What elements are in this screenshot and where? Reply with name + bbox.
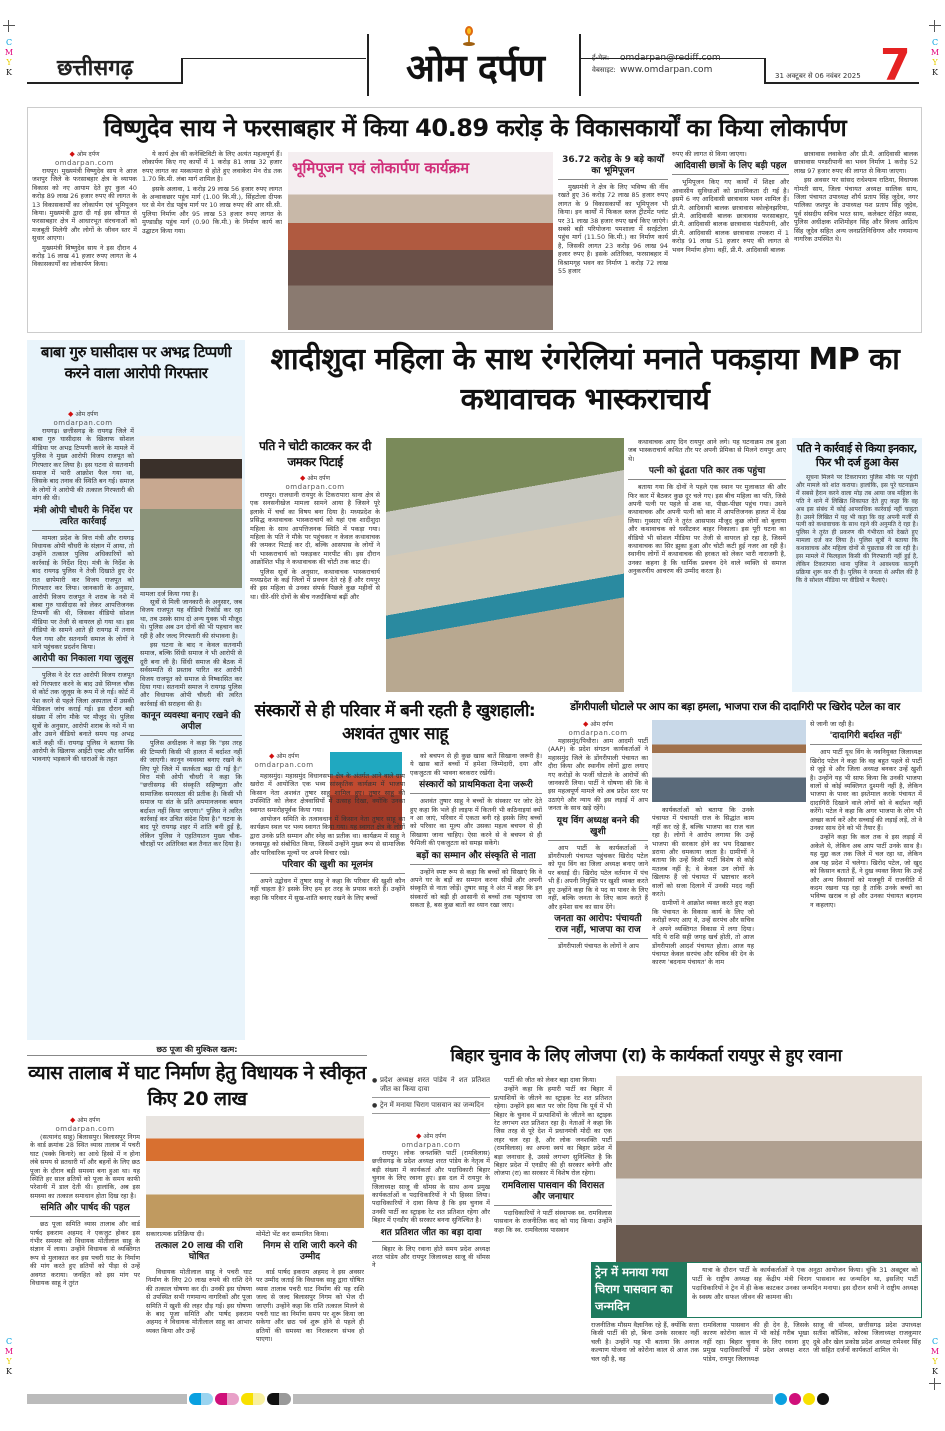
sidebar-text: सूचना मिलने पर टिकरापारा पुलिस मौके पर पहुंची और मामले को शांत कराया। हालांकि, इस पूरे घटनाक्रम में सबसे हैरान करने वाला मोड़ तब आया जब महिला के पति ने थाने में लिखित शिकायत देते हुए कहा कि वह अब इस संबंध में कोई आपराधिक कार्रवाई नहीं चाहता है। उसने लिखित में यह भी कहा कि वह अपनी मर्जी से पत्नी को कथावाचक के साथ रहने की अनुमति दे रहा है। पुलिस ने तुरंत ही प्रकरण की गंभीरता को देखते हुए मामला दर्ज कर लिया है। पुलिस सूत्रों ने बताया कि कथावाचक और महिला दोनों से पूछताछ की जा रही है। इस मामले में फिलहाल किसी की गिरफ्तारी नहीं हुई है, लेकिन टिकरापारा थाना पुलिस ने आवश्यक कानूनी प्रक्रिया शुरू कर दी है। पुलिस ने जनता से अपील की है कि वे सोशल मीडिया पर वीडियो न फैलाएं। [796, 474, 918, 584]
cmyk-y: Y [6, 1357, 12, 1366]
article-column: ◆ ओम दर्पण omdarpan.com रायगढ़। छत्तीसगढ़ के रायगढ़ जिले में बाबा गुरु घासीदास के खिलाफ सोशल मीडिया पर अभद्र टिप्पणी करने के मामले में पुलिस ने मुख्य आरोपी विजय राजपूत को गिरफ्तार कर लिया है। इस घटना से सतनामी समाज में भारी आक्रोश फैल गया था, जिसके बाद तनाव की स्थिति बन गई। समाज के लोगों ने आरोपी की तत्काल गिरफ्तारी की मांग की थी। मंत्री ओपी चौधरी के निर्देश पर त्वरित कार्रवाई मामला प्रदेश के वित्त मंत्री और रायगढ़ विधायक ओपी चौधरी के संज्ञान में आया, तो उन्होंने तत्काल पुलिस अधिकारियों को कार्रवाई के निर्देश दिए। मंत्री के निर्देश के बाद रायगढ़ पुलिस ने तेजी दिखाते हुए देर रात छापेमारी कर विजय राजपूत को गिरफ्तार कर लिया। जानकारी के अनुसार, आरोपी विजय राजपूत ने शराब के नशे में बाबा गुरु घासीदास को लेकर आपत्तिजनक टिप्पणी की थी, जिसका वीडियो सोशल मीडिया पर तेजी से वायरल हो गया था। इस वीडियो के सामने आते ही रायगढ़ में तनाव फैल गया और सतनामी समाज के लोगों ने थाने पहुंचकर प्रदर्शन किया। आरोपी का निकाला गया जुलूस पुलिस ने देर रात आरोपी विजय राजपूत को गिरफ्तार करने के बाद उसे सिग्नल चौक से कोर्ट तक जुलूस के रूप में ले गई। कोर्ट में पेश करने से पहले जिला अस्पताल में उसकी मेडिकल जांच कराई गई। इस दौरान बड़ी संख्या में लोग मौके पर मौजूद थे। पुलिस सूत्रों के अनुसार, आरोपी शराब के नशे में था और उसने वीडियो बनाते समय यह अभद्र बातें कही थीं। रायगढ़ पुलिस ने बताया कि आरोपी के खिलाफ आईटी एक्ट और धार्मिक भावनाएं भड़काने की धाराओं के तहत [32, 410, 134, 764]
article-column: ◆ ओम दर्पण omdarpan.com रायपुर। लोक जनशक्ति पार्टी (रामविलास) छत्तीसगढ़ के प्रदेश अध्यक्ष शरत पांडेय के नेतृत्व में बड़ी संख्या में कार्यकर्ता और पदाधिकारी बिहार चुनाव के लिए रवाना हुए। इस दल में रायपुर के जिलाध्यक्ष साजू वी थॉमस के साथ अन्य प्रमुख कार्यकर्ताओं व पदाधिकारियों ने भी हिस्सा लिया। पदाधिकारियों ने दावा किया है कि इस चुनाव में उनकी पार्टी का स्ट्राइक रेट शत प्रतिशत रहेगा और बिहार में एनडीए की सरकार बनना सुनिश्चित है। शत प्रतिशत जीत का बड़ा दावा बिहार के लिए रवाना होते समय प्रदेश अध्यक्ष शरत पांडेय और रायपुर जिलाध्यक्ष साजू वी थॉमस ने [372, 1132, 490, 1270]
article-column: को बचपन से ही कुछ खास बातें सिखाना जरूरी है। ये खास बातें बच्चों में हमेशा जिम्मेदारी, दया और एकजुटता की भावना बरकरार रखेंगी। संस्कारों को प्राथमिकता देना जरूरी अशवंत तुषार साहू ने बच्चों के संस्कार पर जोर देते हुए कहा कि भले ही लाइफ में कितनी भी कठिनाइयां क्यों न आ जाएं, परिवार में एकता बनी रहे इसके लिए बच्चों को परिवार का मूल्य और उसका महत्व बचपन से ही सिखाया जाना चाहिए। ऐसा करने से वे बचपन से ही फैमिली की एकजुटता को समझ सकेंगे। बड़ों का सम्मान और संस्कृति से नाता उन्होंने स्पष्ट रूप से कहा कि बच्चों को सिखाएं कि वे अपने घर के बड़ों का सम्मान करना सीखें और अपनी संस्कृति से नाता जोड़ें। तुषार साहू ने अंत में कहा कि इन संस्कारों को बड़ी ही आसानी से बच्चों तक पहुंचाया जा सकता है, बस कुछ बातों का ध्यान रखा जाए। [410, 752, 542, 910]
article-column: ◆ ओम दर्पण omdarpan.com (सत्यानंद साहू) बिलासपुर। बिलासपुर निगम के वार्ड क्रमांक 28 स्थित व्यास तालाब में पचरी घाट (पक्के किनारे) का आधे हिस्से में न होना लंबे समय से व्रतधारी माँ और बहनों के लिए छठ पूजा के दौरान बड़ी समस्या बना हुआ था। यह स्थिति हर साल व्रतियों को पूजा के समय काफी परेशानी में डाल देती थी। हालांकि, अब इस समस्या का तत्काल समाधान होता दिख रहा है। समिति और पार्षद की पहल छठ पूजा समिति व्यास तालाब और वार्ड पार्षद इकराम अहमद ने एकजुट होकर इस गंभीर समस्या को विधायक मोतीलाल साहू के संज्ञान में लाया। उन्होंने विधायक से व्यक्तिगत रूप से मुलाकात कर इस पचरी घाट के निर्माण की मांग करते हुए व्रतियों को पीड़ा से उन्हें अवगत कराया। जनहित को इस मांग पर विधायक साहू ने तुरंत [30, 1116, 140, 1288]
event-photo [288, 152, 553, 330]
website-link[interactable]: www.omdarpan.com [620, 65, 713, 75]
subheadline: पति ने चोटी काटकर कर दी जमकर पिटाई [259, 439, 371, 469]
newspaper-title: ओम दर्पण [405, 46, 545, 90]
birthday-box-headline: ट्रेन में मनाया गया चिराग पासवान का जन्मदिन [591, 1262, 687, 1318]
cmyk-m: M [4, 48, 14, 57]
cmyk-k: K [6, 1367, 12, 1376]
subheading: रामविलास पासवान की विरासत और जनाधार [494, 1181, 612, 1206]
article-column: राजनीतिक मौसम वैज्ञानिक रहे हैं, क्योंकि सत्ता किसी पार्टी की हो, बिना उनके सरकार नहीं चली है। उन्होंने यह भी बताया कि अनाज कल्याण योजना जो कोरोना काल से आज तक चल रही है, वह [591, 1321, 699, 1363]
rule [27, 82, 182, 84]
subheading: आदिवासी छात्रों के लिए बड़ी पहल [672, 161, 789, 175]
highlight-item: ● प्रदेश अध्यक्ष शरत पांडेय ने शत प्रतिशत जीत का किया दावा [372, 1076, 490, 1098]
incident-photo [386, 438, 624, 692]
subheading: समिति और पार्षद की पहल [30, 1203, 140, 1217]
cmyk-marks-bottom-right [930, 1337, 940, 1377]
headline: व्यास तालाब में घाट निर्माण हेतु विधायक ने स्वीकृत किए 20 लाख [28, 1062, 366, 1110]
black-swatch [267, 1393, 291, 1405]
birthday-box-text: यात्रा के दौरान पार्टी के कार्यकर्ताओं ने एक अनूठा आयोजन किया। चूंकि 31 अक्टूबर को पार्टी के राष्ट्रीय अध्यक्ष सह केंद्रीय मंत्री चिराग पासवान का जन्मदिन था, इसलिए पार्टी पदाधिकारियों ने ट्रेन में ही केक काटकर उनका जन्मदिन मनाया। इस दौरान सभी ने राष्ट्रीय अध्यक्ष के स्वस्थ और सफल जीवन की कामना की। [692, 1266, 918, 1301]
registration-mark [929, 20, 941, 32]
byline: ◆ ओम दर्पण omdarpan.com [401, 1132, 461, 1149]
subheading: बड़ों का सम्मान और संस्कृति से नाता [410, 851, 542, 865]
cmyk-k: K [932, 1367, 938, 1376]
subheading: जनता का आरोप: पंचायती राज नहीं, भाजपा का राज [548, 914, 648, 939]
cmyk-y: Y [932, 1357, 938, 1366]
byline: ◆ ओम दर्पण omdarpan.com [54, 150, 115, 167]
rule [181, 58, 183, 84]
subheading: परिवार की खुशी का मूलमंत्र [250, 860, 405, 874]
article-column: छात्रावास लवाकेरा और प्री.मै. आदिवासी बालक छात्रावास पण्डरीपानी का भवन निर्माण 1 करोड़ 52 लाख 97 हजार रुपए की लागत से किया जाएगा। इस अवसर पर सांसद राधेश्याम राठिया, विधायक गोमती साय, जिला पंचायत अध्यक्ष सालिक साय, जिला पंचायत उपाध्यक्ष शौर्य प्रताप सिंह जूदेव, नगर पालिका जशपुर के उपाध्यक्ष यश प्रताप सिंह जूदेव, पूर्व संसदीय सचिव भरत साय, कलेक्टर रोहित व्यास, पुलिस अधीक्षक शशिमोहन सिंह और विजय आदित्य सिंह जूदेव सहित अन्य जनप्रतिनिधिगण और गणमान्य नागरिक उपस्थित थे। [794, 150, 918, 244]
cmyk-m: M [930, 1347, 940, 1356]
magenta-dot [789, 1393, 801, 1405]
subheading: कानून व्यवस्था बनाए रखने की अपील [140, 711, 242, 736]
issue-date: 31 अक्टूबर से 06 नवंबर 2025 [775, 72, 861, 80]
accused-photo [140, 436, 242, 588]
cmyk-k: K [6, 68, 12, 77]
byline: ◆ ओम दर्पण omdarpan.com [53, 410, 113, 427]
registration-mark [929, 1378, 941, 1390]
article-column: 36.72 करोड़ के 9 बड़े कार्यों का भूमिपूजन मुख्यमंत्री ने क्षेत्र के लिए भविष्य की नींव रखते हुए 36 करोड़ 72 लाख 85 हजार रुपए लागत के 9 विकासकार्यों का भूमिपूजन भी किया। इन कार्यों में फिकल स्लज ट्रीटमेंट प्लांट पर 31 लाख 38 हजार रुपए खर्च किए जाएंगे। सबसे बड़ी परियोजना पमशाला में सरईटोला पहुंच मार्ग (11.50 कि.मी.) का निर्माण कार्य है, जिसकी लागत 23 करोड़ 96 लाख 94 हजार रुपए है। इसके अतिरिक्त, फरसाबहार में विश्रामगृह भवन का निर्माण 1 करोड़ 72 लाख 55 हजार [558, 155, 668, 276]
cmyk-k: K [932, 68, 938, 77]
subheading: 36.72 करोड़ के 9 बड़े कार्यों का भूमिपूजन [558, 155, 668, 180]
gray-bar [293, 1394, 773, 1404]
rule [181, 58, 366, 59]
cmyk-m: M [4, 1347, 14, 1356]
region-label: छत्तीसगढ़ [57, 55, 133, 81]
highlight-item: ● ट्रेन में मनाया चिराग पासवान का जन्मदिन [372, 1101, 490, 1114]
article-column: पार्टी की जीत को लेकर बड़ा दावा किया। उन्होंने कहा कि हमारी पार्टी का बिहार में प्रत्याशियों के जीतने का स्ट्राइक रेट शत प्रतिशत रहेगा। उन्होंने इस बात पर जोर दिया कि पूर्व में भी बिहार के चुनाव में प्रत्याशियों के जीतने का स्ट्राइक रेट लगभग शत प्रतिशत रहा है। नेताओं ने कहा कि जिस तरह से पूरे देश में प्रधानमंत्री मोदी का एक लहर चल रहा है, और लोक जनशक्ति पार्टी (रामविलास) का अपना स्वयं का बिहार प्रदेश में बड़ा जनाधार है, उससे लगभग सुनिश्चित है कि बिहार प्रदेश में एनडीए की ही सरकार बनेगी और लोजपा (रा) का सरकार में विशेष रोल रहेगा। रामविलास पासवान की विरासत और जनाधार पदाधिकारियों ने पार्टी संस्थापक स्व. रामविलास पासवान के राजनीतिक कद को याद किया। उन्होंने कहा कि स्व. रामविलास पासवान [494, 1076, 612, 1234]
subheading: यूथ विंग अध्यक्ष बनने की खुशी [548, 816, 648, 841]
black-dot [817, 1393, 829, 1405]
article-column: ◆ ओम दर्पण omdarpan.com रायपुर। मुख्यमंत्री विष्णुदेव साय ने आज जशपुर जिले के फरसाबहार क्षेत्र के व्यापक विकास को नए आयाम देते हुए कुल 40 करोड़ 89 लाख 26 हजार रुपए की लागत के 13 विकासकार्यों का लोकार्पण एवं भूमिपूजन किया। मुख्यमंत्री द्वारा दी गई इस सौगात से फरसाबहार क्षेत्र में आधारभूत संरचनाओं को मजबूती मिलेगी और लोगों के जीवन स्तर में सुधार आएगा। मुख्यमंत्री विष्णुदेव साय ने इस दौरान 4 करोड़ 16 लाख 41 हजार रुपए लागत के 4 विकासकार्यों का लोकार्पण किया। [32, 150, 137, 269]
photo-caption: मामला दर्ज किया गया है। [140, 590, 199, 598]
rule [764, 58, 766, 84]
train-group-photo [616, 1076, 922, 1262]
subheading: शत प्रतिशत जीत का बड़ा दावा [372, 1228, 490, 1242]
subheading: आरोपी का निकाला गया जुलूस [32, 654, 134, 668]
highlights [372, 1076, 490, 1128]
article-column: रुपए की लागत से किया जाएगा। आदिवासी छात्रों के लिए बड़ी पहल भूमिपूजन किए गए कार्यों में शिक्षा और आवासीय सुविधाओं को प्राथमिकता दी गई है। इसमें 6 नए आदिवासी छात्रावास भवन शामिल हैं। प्री.मै. आदिवासी बालक छात्रावास कोल्हेनझरिया, प्री.मै. आदिवासी बालक छात्रावास फरसाबहार, प्री.मै. आदिवासी बालक छात्रावास पंडरीपानी, और प्री.मै. आदिवासी बालक छात्रावास तपकरा में 1 करोड़ 91 लाख 51 हजार रुपए की लागत से भवन निर्माण होगा। वहीं, प्री.मै. आदिवासी बालक [672, 150, 789, 254]
group-photo [652, 720, 806, 802]
article-column: रामविलास पासवान की ही देन है, जिसके कारण कोरोना काल में भी कोई गरीब भूखा नहीं रहा। बिहार चुनाव के लिए रवाना हुए प्रमुख पदाधिकारियों में प्रदेश अध्यक्ष शरत पांडेय, रायपुर जिलाध्यक्ष [703, 1321, 809, 1363]
email-link[interactable]: omdarpan@rediff.com [620, 53, 721, 63]
article-column: मोमेंटो भेंट कर सम्मानित किया। निगम से राशि जारी करने की उम्मीद वार्ड पार्षद इकराम अहमद ने इस अवसर पर उम्मीद जताई कि विधायक साहू द्वारा घोषित व्यास तालाब पचरी घाट निर्माण की यह राशि जल्द से जल्द बिलासपुर निगम को भेज दी जाएगी। उन्होंने कहा कि राशि तत्काल मिलने से पचरी घाट का निर्माण समय पर शुरू किया जा सकेगा और छठ पर्व शुरू होने से पहले ही व्रतियों की समस्या का निराकरण संभव हो पाएगा। [256, 1230, 364, 1344]
cmyk-y: Y [932, 58, 938, 67]
cmyk-marks-bottom-left [4, 1337, 14, 1377]
yellow-dot [803, 1393, 815, 1405]
cmyk-marks-left [4, 38, 14, 78]
photo-caption: मोमेंटो भेंट कर सम्मानित किया। [256, 1230, 329, 1238]
subheading: 'दादागिरी बर्दाश्त नहीं' [810, 731, 922, 745]
byline: ◆ ओम दर्पण omdarpan.com [285, 474, 345, 491]
photo-caption: सकारात्मक प्रतिक्रिया दी। [146, 1230, 205, 1238]
cmyk-c: C [931, 1337, 939, 1346]
magenta-swatch [215, 1393, 239, 1405]
subheading: संस्कारों को प्राथमिकता देना जरूरी [410, 780, 542, 794]
byline: ◆ ओम दर्पण omdarpan.com [568, 720, 628, 737]
headline: बाबा गुरु घासीदास पर अभद्र टिप्पणी करने वाला आरोपी गिरफ्तार [40, 343, 232, 382]
event-banner: भूमिपूजन एवं लोकार्पण कार्यक्रम [292, 159, 470, 177]
headline: बिहार चुनाव के लिए लोजपा (रा) के कार्यकर्ता रायपुर से हुए रवाना [450, 1046, 842, 1066]
byline: ◆ ओम दर्पण omdarpan.com [254, 752, 314, 769]
headline: शादीशुदा महिला के साथ रंगरेलियां मनाते पकड़ाया MP का कथावाचक भास्कराचार्य [270, 342, 900, 417]
article-column: साजू वी थॉमस, छत्तीसगढ़ प्रदेश उपाध्यक्ष सतीश कौशिक, कोरबा जिलाध्यक्ष राजकुमार दुबे और खेल प्रकोष्ठ प्रदेश अध्यक्ष रामेश्वर सिंह जी सहित दर्जनों कार्यकर्ता शामिल थे। [813, 1321, 921, 1355]
article-column: सकारात्मक प्रतिक्रिया दी। तत्काल 20 लाख की राशि घोषित विधायक मोतीलाल साहू ने पचरी घाट निर्माण के लिए 20 लाख रुपये की राशि देने की तत्काल घोषणा कर दी। उनकी इस घोषणा से उपस्थित सभी गणमान्य नागरिकों और पूजा समिति में खुशी की लहर दौड़ गई। इस घोषणा के बाद पूजा समिति और पार्षद इकराम अहमद ने विधायक मोतीलाल साहू का आभार व्यक्त किया और उन्हें [146, 1230, 252, 1335]
headline: संस्कारों से ही परिवार में बनी रहती है खुशहाली: अशवंत तुषार साहू [254, 701, 536, 744]
gray-bar [27, 1394, 187, 1404]
cmyk-c: C [5, 38, 13, 47]
subheading: पत्नी को ढूंढता पति कार तक पहुंचा [628, 466, 786, 480]
article-column: ◆ ओम दर्पण omdarpan.com रायपुर। राजधानी रायपुर के टिकरापारा थाना क्षेत्र से एक सनसनीखेज मामला सामने आया है जिसने पूरे इलाके में चर्चा का विषय बना दिया है। मध्यप्रदेश के प्रसिद्ध कथावाचक भास्कराचार्य को यहां एक शादीशुदा महिला के साथ आपत्तिजनक स्थिति में पकड़ा गया। महिला के पति ने मौके पर पहुंचकर न केवल कथावाचक की जमकर पिटाई कर दी, बल्कि आसपास के लोगों ने भी भास्कराचार्य को पकड़कर मारपीट की। इस दौरान आक्रोशित भीड़ ने कथावाचक की चोटी तक काट दी। पुलिस सूत्रों के अनुसार, कथावाचक भास्कराचार्य मध्यप्रदेश के कई जिलों में प्रवचन देते रहे हैं और रायपुर की इस महिला से उनका संपर्क पिछले कुछ महीनों से था। धीरे-धीरे दोनों के बीच नजदीकियां बढ़ीं और [250, 474, 380, 601]
felicitation-photo [146, 1116, 364, 1228]
article-column: कथावाचक आए दिन रायपुर आने लगे। यह घटनाक्रम तब हुआ जब भास्कराचार्य कथित तौर पर अपनी प्रेमिका से मिलने रायपुर आए थे। पत्नी को ढूंढता पति कार तक पहुंचा बताया गया कि दोनों ने पहले एक स्थान पर मुलाकात की और फिर कार में बैठकर कुछ दूर चले गए। इस बीच महिला का पति, जिसे अपनी पत्नी पर पहले से शक था, पीछा-पीछा पहुंच गया। उसने कथावाचक और अपनी पत्नी को कार में आपत्तिजनक हालत में देख लिया। गुस्साए पति ने तुरंत आसपास मौजूद कुछ लोगों को बुलाया और कथावाचक को घसीटकर बाहर निकाला। इस पूरी घटना का वीडियो भी सोशल मीडिया पर तेजी से वायरल हो रहा है, जिसमें कथावाचक का सिर झुका हुआ और चोटी कटी हुई नजर आ रही है। स्थानीय लोगों में कथावाचक की हरकत को लेकर भारी नाराजगी है, उनका कहना है कि धार्मिक प्रवचन देने वाले व्यक्ति से समाज अनुकरणीय आचरण की उम्मीद करता है। [628, 438, 786, 576]
article-column: से जानी जा रही है। 'दादागिरी बर्दाश्त नहीं' आप पार्टी यूथ विंग के नवनियुक्त जिलाध्यक्ष खिरोद पटेल ने कहा कि वह बहुत पहले से पार्टी से जुड़े थे और जिला अध्यक्ष बनकर उन्हें खुशी है। उन्होंने यह भी साफ किया कि उनकी भाजपा वालों से कोई व्यक्तिगत दुश्मनी नहीं है, लेकिन भाजपा के पावर का इस्तेमाल करके पंचायत में दादागिरी दिखाने वाले लोगों को वे बर्दाश्त नहीं करेंगे। पटेल ने कहा कि अगर भाजपा के लोग भी अच्छा कार्य करें और सच्चाई की लड़ाई लड़ें, तो वे उनका साथ देने को भी तैयार हैं। उन्होंने कहा कि कल तक वे इस लड़ाई में अकेले थे, लेकिन अब आप पार्टी उनके साथ है। यह मुद्दा कल तक जिले में चल रहा था, लेकिन अब यह प्रदेश में चलेगा। खिरोद पटेल, जो खुद को किसान बताते हैं, ने दुख व्यक्त किया कि उन्हें और अन्य किसानों को मजबूरी में राजनीति में कदम रखना पड़ रहा है ताकि उनके बच्चों का भविष्य खराब न हो और उनका पंचायत बदनाम न कहलाए। [810, 720, 922, 909]
website-label: वेबसाइट: [592, 66, 616, 74]
article-column: महासमुंद। महासमुंद विधानसभा क्षेत्र के अंतर्गत आने वाले ग्राम खरोरा में आयोजित एक भव्य सांस्कृतिक कार्यक्रम में भाजपा किसान नेता अशवंत तुषार साहू शामिल हुए। तुषार साहू की उपस्थिति को लेकर क्षेत्रवासियों में उत्साह दिखा, क्योंकि उनका स्वागत समारोहपूर्वक किया गया। आयोजन समिति के तत्वावधान में किसान नेता तुषार साहू का कार्यक्रम स्थल पर भव्य स्वागत किया गया। यह स्वागत क्षेत्र के लोगों द्वारा उनके प्रति सम्मान और स्नेह का प्रतीक था। कार्यक्रम में साहू ने जनसमूह को संबोधित किया, जिसमें उन्होंने मुख्य रूप से सामाजिक और पारिवारिक मूल्यों पर अपने विचार रखे। परिवार की खुशी का मूलमंत्र अपने उद्बोधन में तुषार साहू ने कहा कि परिवार की खुशी कौन नहीं चाहता है? इसके लिए हम हर तरह के प्रयास करते हैं। उन्होंने कहा कि परिवार में सुख-शांति बनाए रखने के लिए बच्चों [250, 772, 405, 902]
page-number: 7 [880, 40, 911, 91]
cmyk-y: Y [6, 58, 12, 67]
subheading: निगम से राशि जारी करने की उम्मीद [263, 1241, 357, 1262]
email-label: ई-मेल: [592, 54, 610, 62]
article-column: कार्यकर्ताओं को बताया कि उनके पंचायत में पंचायती राज के सिद्धांत काम नहीं कर रहे हैं, बल्कि भाजपा का राज चल रहा है। लोगों ने आरोप लगाया कि उन्हें भाजपा की सरकार होने का भय दिखाकर डराया और धमकाया जाता है। ग्रामीणों ने बताया कि उन्हें किसी पार्टी विशेष से कोई मतलब नहीं है; वे केवल उन लोगों के खिलाफ हैं जो पंचायत में भ्रष्टाचार करने वालों को सजा दिलाने में उनकी मदद नहीं करते। ग्रामीणों ने आक्रोश व्यक्त करते हुए कहा कि पंचायत के विकास कार्य के लिए जो करोड़ों रुपए आए थे, उन्हें सरपंच और सचिव ने अपने व्यक्तिगत विकास में लगा दिया। यदि ये राशि सही जगह खर्च होती, तो आज डोंगरीपाली आदर्श पंचायत होता। आज यह पंचायत केवल सरपंच और सचिव की देन के कारण 'बदनाम पंचायत' के नाम [652, 806, 754, 967]
cmyk-c: C [931, 38, 939, 47]
byline: ◆ ओम दर्पण omdarpan.com [55, 1116, 115, 1133]
article-column: ये कार्य क्षेत्र की कनेक्टिविटी के लिए अत्यंत महत्वपूर्ण हैं। लोकार्पण किए गए कार्यों में 1 करोड़ 81 लाख 32 हजार रुपए लागत का मस्कामारा से होते हुए लवाकेरा मेन रोड तक 1.70 कि.मी. लंबा मार्ग शामिल है। इसके अलावा, 1 करोड़ 29 लाख 56 हजार रुपए लागत के अन्वाकछार पहुंच मार्ग (1.00 कि.मी.), सिंहटोला दीपक घर से मेन रोड पहुंच मार्ग पर 10 लाख रुपए की आर सी.सी. पुलिया निर्माण और 95 लाख 53 हजार रुपए लागत के मुण्डाडीह पहुंच मार्ग (0.90 कि.मी.) के निर्माण कार्य का उद्घाटन किया गया। [142, 150, 282, 235]
cmyk-m: M [930, 48, 940, 57]
cmyk-c: C [5, 1337, 13, 1346]
article-column: मामला दर्ज किया गया है। सूत्रों से मिली जानकारी के अनुसार, जब विजय राजपूत यह वीडियो रिकॉर्ड कर रहा था, तब उसके साथ दो अन्य युवक भी मौजूद थे। पुलिस अब उन दोनों की भी पहचान कर रही है और जल्द गिरफ्तारी की संभावना है। इस घटना के बाद न केवल सतनामी समाज, बल्कि सिंधी समाज ने भी आरोपी से दूरी बना ली है। सिंधी समाज की बैठक में सर्वसम्मति से प्रस्ताव पारित कर आरोपी विजय राजपूत को समाज से निष्कासित कर दिया गया। सतनामी समाज ने रायगढ़ पुलिस और विधायक ओपी चौधरी की त्वरित कार्रवाई की सराहना की है। कानून व्यवस्था बनाए रखने की अपील पुलिस अधीक्षक ने कहा कि "इस तरह की टिप्पणी किसी भी हालत में बर्दाश्त नहीं की जाएगी। कानून व्यवस्था बनाए रखने के लिए पूरे जिले में सतर्कता बढ़ा दी गई है।" वित्त मंत्री ओपी चौधरी ने कहा कि "छत्तीसगढ़ की संस्कृति सहिष्णुता और सामाजिक समरसता की प्रतीक है। किसी भी समाज या संत के प्रति अपमानजनक बयान बर्दाश्त नहीं किया जाएगा।" पुलिस ने त्वरित कार्रवाई कर उचित संदेश दिया है।" घटना के बाद पूरे रायगढ़ शहर में शांति बनी हुई है, लेकिन पुलिस ने एहतियातन मुख्य चौक-चौराहों पर अतिरिक्त बल तैनात कर दिया है। [140, 590, 242, 849]
cyan-dot [775, 1393, 787, 1405]
cmyk-marks-right [930, 38, 940, 78]
print-color-bar [27, 1393, 829, 1405]
sidebar-headline: पति ने कार्रवाई से किया इनकार, फिर भी दर्ज हुआ केस [796, 442, 918, 469]
kicker: छठ पूजा की मुश्किल खत्म: [27, 1044, 367, 1056]
article-column: ◆ ओम दर्पण omdarpan.com महासमुंद/पिथौरा। आम आदमी पार्टी (AAP) के प्रदेश संगठन कार्यकर्ताओं ने महासमुंद जिले के डोंगरीपाली पंचायत का दौरा किया और स्थानीय लोगों द्वारा लगाए गए करोड़ों के फर्जी घोटाले के आरोपों की जानकारी लिया। पार्टी ने घोषणा की कि वे इस महत्वपूर्ण मामले को अब प्रदेश स्तर पर उठाएंगे और न्याय की इस लड़ाई में आप जनता के साथ खड़े रहेंगे। यूथ विंग अध्यक्ष बनने की खुशी आप पार्टी के कार्यकर्ताओं ने डोंगरीपाली पंचायत पहुंचकर खिरोद पटेल को यूथ विंग का जिला अध्यक्ष बनाए जाने पर बधाई दी। खिरोद पटेल वर्तमान में पंच भी हैं। अपनी नियुक्ति पर खुशी व्यक्त करते हुए उन्होंने कहा कि वे पद या पावर के लिए नहीं, बल्कि जनता के लिए काम करते हैं और हमेशा सच का साथ देंगे। जनता का आरोप: पंचायती राज नहीं, भाजपा का राज डोंगरीपाली पंचायत के लोगों ने आप [548, 720, 648, 950]
cyan-swatch [189, 1393, 213, 1405]
subheading: मंत्री ओपी चौधरी के निर्देश पर त्वरित कार्रवाई [32, 506, 134, 531]
subheading: तत्काल 20 लाख की राशि घोषित [155, 1241, 243, 1262]
headline: विष्णुदेव साय ने फरसाबहार में किया 40.89 करोड़ के विकासकार्यों का किया लोकार्पण [103, 114, 847, 142]
headline: डोंगरीपाली घोटाले पर आप का बड़ा हमला, भाजपा राज की दादागिरी पर खिरोद पटेल का वार [570, 701, 900, 713]
yellow-swatch [241, 1393, 265, 1405]
lamp-logo-icon [462, 26, 476, 46]
registration-mark [3, 20, 15, 32]
